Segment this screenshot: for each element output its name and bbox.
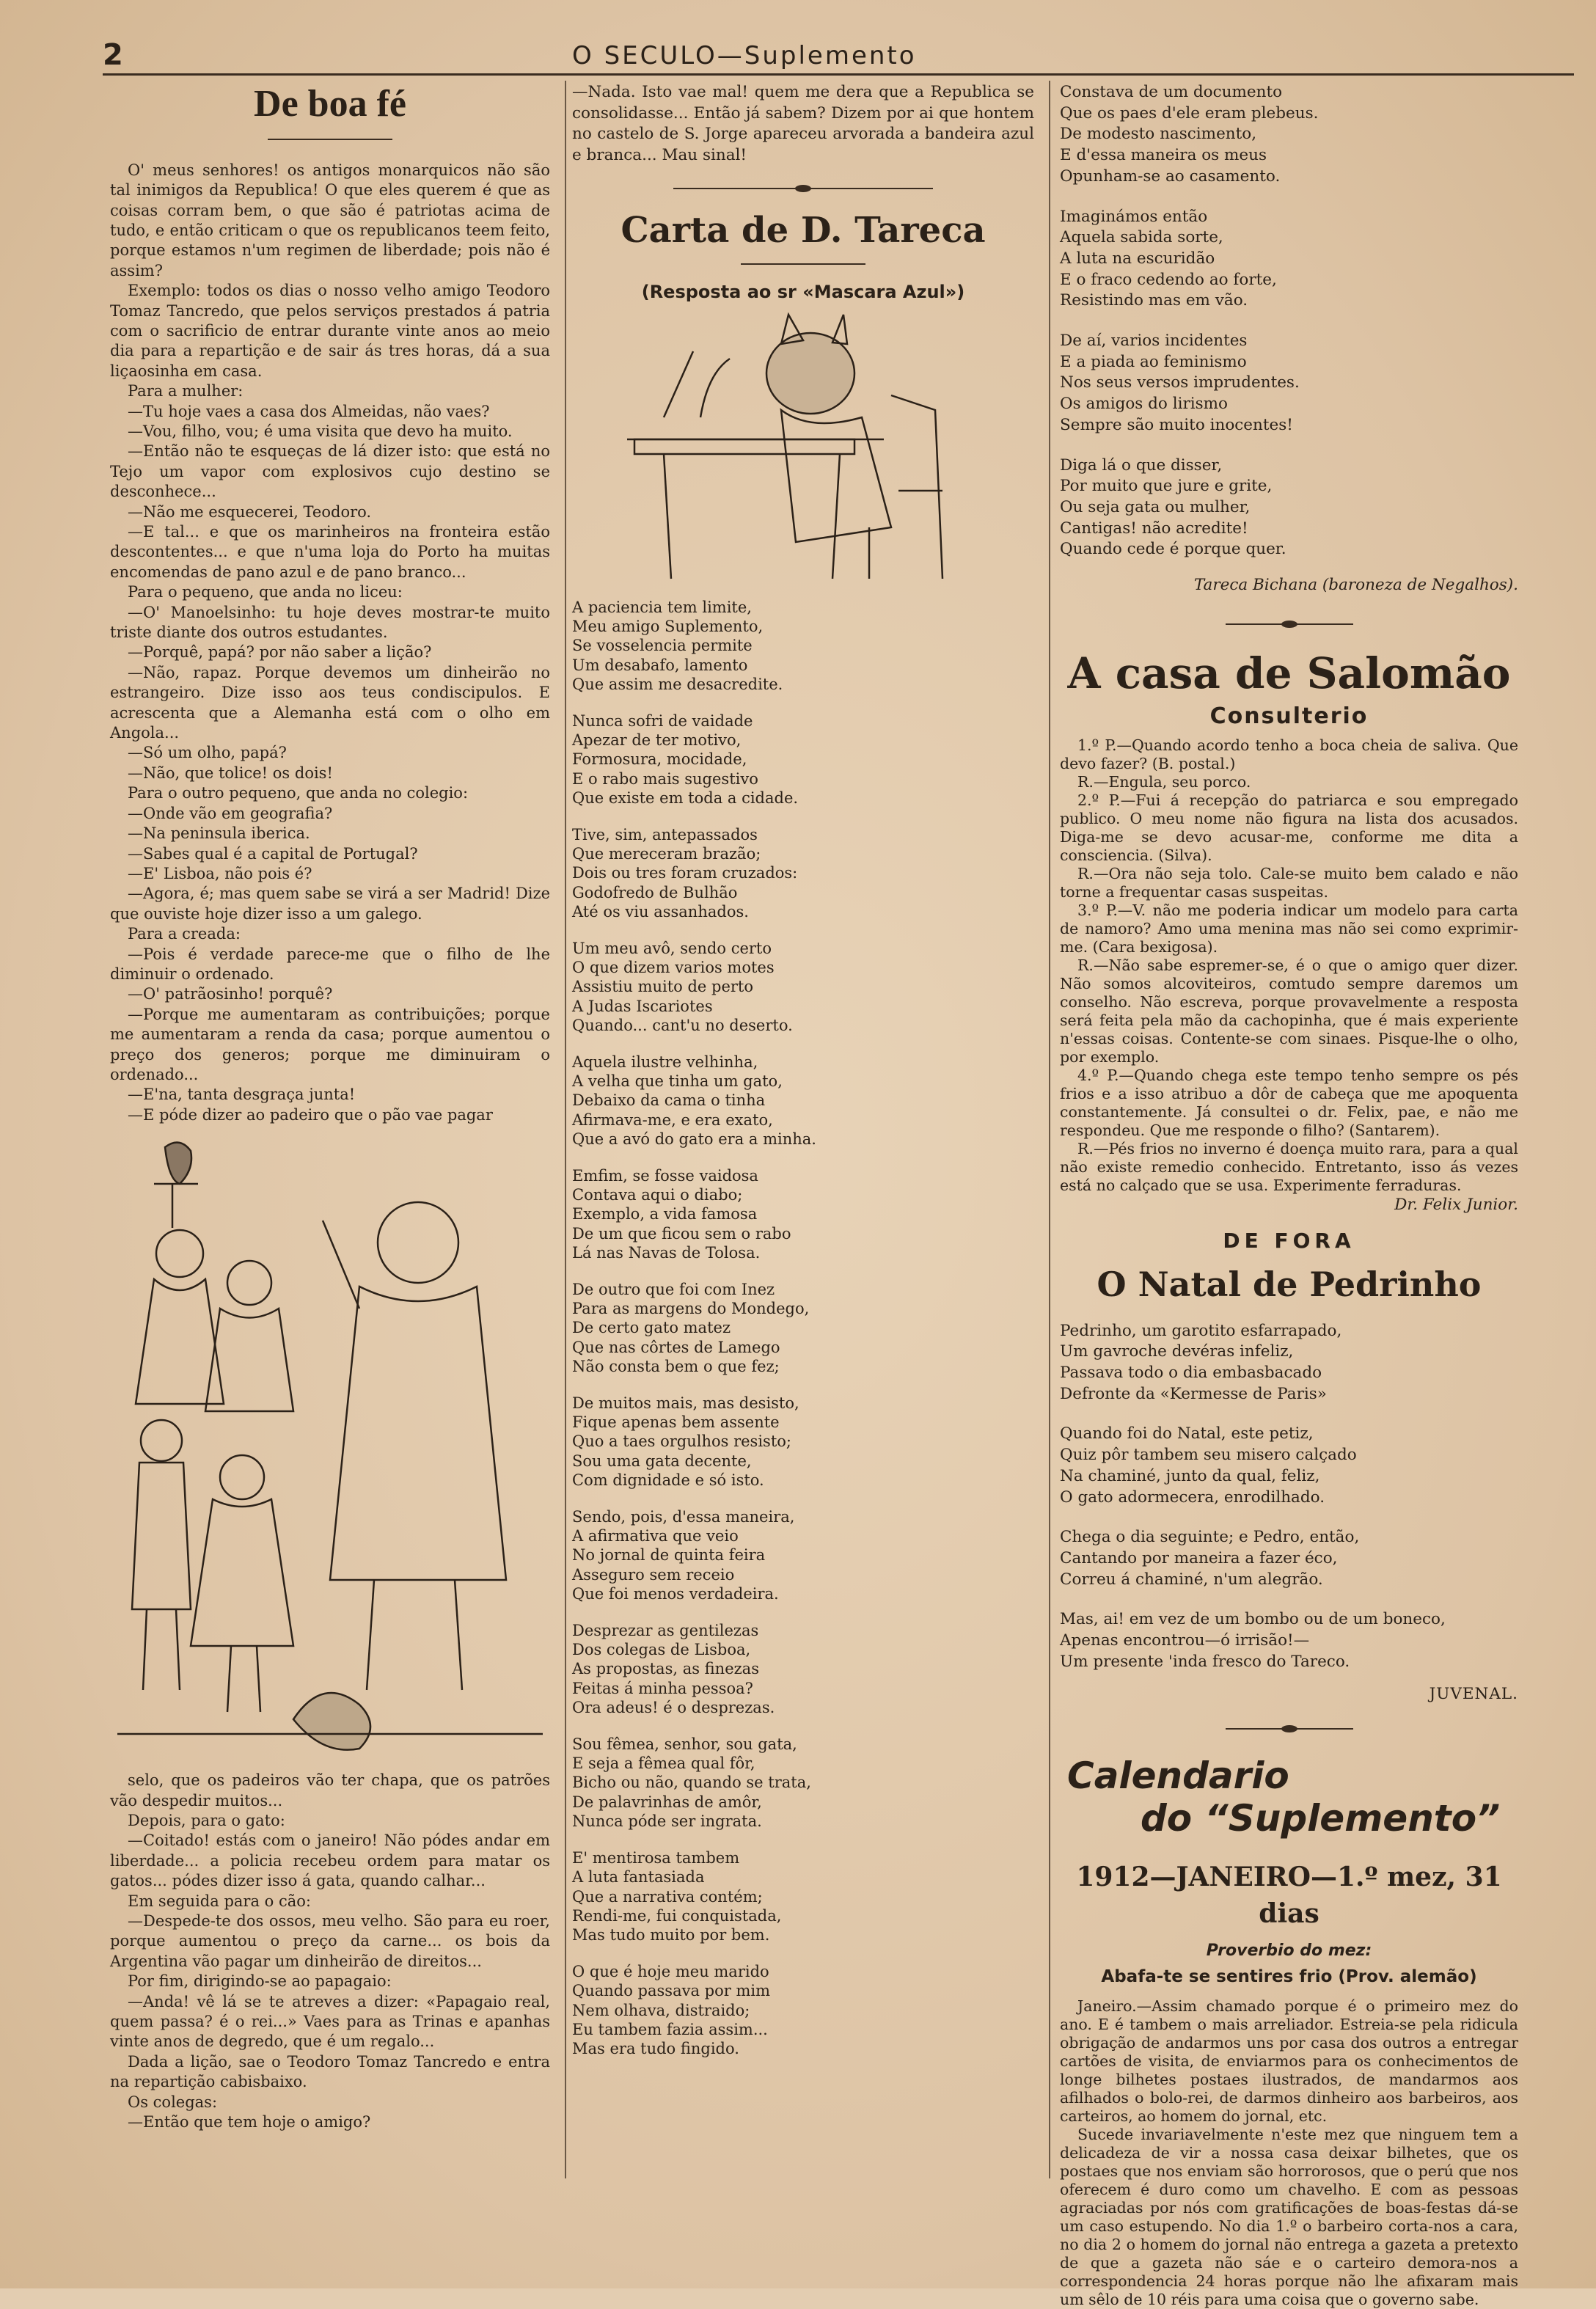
verse-line: Constava de um documento [1060,83,1283,101]
verse-line: Aquela ilustre velhinha, [572,1053,758,1071]
stanza [1060,82,1518,188]
verse-line: E o rabo mais sugestivo [572,769,758,788]
stanza [572,1962,1034,2058]
paragraph: —Coitado! estás com o janeiro! Não pódes andar em liberdade... a policia recebeu ordem para matar os gatos... pódes dizer isso á gata, quando calhar... [110,1832,550,1890]
verse-line: Até os viu assanhados. [572,902,749,921]
verse-line: De modesto nascimento, [1060,125,1257,144]
paragraph: selo, que os padeiros vão ter chapa, que os patrões vão despedir muitos... [110,1771,550,1809]
verse-line: A afirmativa que veio [572,1527,739,1545]
verse-line: Que mereceram brazão; [572,845,761,863]
verse-line: Ora adeus! é o desprezas. [572,1698,775,1716]
verse-line: De muitos mais, mas desisto, [572,1394,799,1413]
verse-line: Cantigas! não acredite! [1060,519,1248,538]
paragraph: Para o outro pequeno, que anda no colegio: [128,784,469,802]
title-rule [110,129,550,150]
poem-title-natal: O Natal de Pedrinho [1097,1264,1482,1304]
stanza [1060,1321,1518,1405]
stanza [572,1166,1034,1262]
verse-line: Quando... cant'u no deserto. [572,1016,793,1034]
verse-line: Exemplo, a vida famosa [572,1205,758,1223]
verse-line: Que a avó do gato era a minha. [572,1130,816,1148]
paragraph: Para a mulher: [128,382,244,400]
article-continuation: —Nada. Isto vae mal! quem me dera que a Republica se consolidasse... Então já sabem? Dizem por ai que hontem no castelo de S. Jorge apareceu arvorada a bandeira azul e branca... Mau sinal! [572,83,1034,165]
paragraph: —Só um olho, papá? [128,744,287,762]
consultorio-qa [1060,736,1518,1195]
column-2 [572,82,1034,2076]
verse-line: Para as margens do Mondego, [572,1300,810,1318]
stanza [1060,1424,1518,1508]
verse-line: Pedrinho, um garotito esfarrapado, [1060,1321,1342,1340]
verse-line: E d'essa maneira os meus [1060,146,1267,165]
verse-line: Desprezar as gentilezas [572,1622,759,1640]
section-rule [572,178,1034,200]
verse-line: Nunca póde ser ingrata. [572,1812,762,1830]
verse-line: Meu amigo Suplemento, [572,618,764,636]
qa-item: R.—Engula, seu porco. [1077,773,1251,791]
verse-line: Que a narrativa contém; [572,1887,763,1906]
stanza [572,825,1034,921]
verse-line: Resistindo mas em vão. [1060,291,1248,310]
paragraph: —O' patrãosinho! porquê? [128,985,333,1003]
verse-line: Nem olhava, distraido; [572,2001,750,2019]
article-body [110,161,550,1126]
verse-line: Um presente 'inda fresco do Tareco. [1060,1652,1350,1671]
paragraph: —O' Manoelsinho: tu hoje deves mostrar-te muito triste diante dos outros estudantes. [110,603,550,642]
proverbio-label: Proverbio do mez: [1206,1941,1372,1960]
poem-natal-signature: JUVENAL. [1429,1685,1518,1704]
verse-line: Imaginámos então [1060,207,1208,226]
stanza [572,1735,1034,1831]
illustration-cat-writing [620,307,986,586]
verse-line: Debaixo da cama o tinha [572,1091,766,1110]
calendario-title-line1: Calendario [1067,1754,1289,1797]
paragraph: —Pois é verdade parece-me que o filho de lhe diminuir o ordenado. [110,945,550,983]
stanza [572,1848,1034,1944]
paragraph: —Tu hoje vaes a casa dos Almeidas, não vaes? [128,402,490,420]
verse-line: Sou fêmea, senhor, sou gata, [572,1735,797,1754]
verse-line: Que nas côrtes de Lamego [572,1338,780,1356]
verse-line: O que é hoje meu marido [572,1963,769,1981]
verse-line: No jornal de quinta feira [572,1546,766,1565]
verse-line: De certo gato matez [572,1319,731,1337]
verse-line: Aquela sabida sorte, [1060,228,1223,247]
verse-line: Que existe em toda a cidade. [572,788,799,807]
poem-natal [1060,1321,1518,1673]
paragraph: Para a creada: [128,925,241,943]
column-divider-1 [565,81,566,2178]
cat-writing-illustration [620,307,986,586]
paragraph: Os colegas: [128,2093,218,2111]
paragraph: Depois, para o gato: [128,1812,285,1830]
verse-line: O gato adormecera, enrodilhado. [1060,1488,1325,1507]
poem-carta-continued [1060,82,1518,560]
paragraph: O' meus senhores! os antigos monarquicos não são tal inimigos da Republica! O que eles querem é que as coisas corram bem, o que são é patriotas acima de tudo, e então criticam o que os republicanos teem feito, porque estamos n'um regimen de liberdade; pois não é assim? [110,161,550,279]
qa-item: R.—Ora não seja tolo. Cale-se muito bem calado e não torne a frequentar casas suspeitas. [1060,865,1518,901]
verse-line: Rendi-me, fui conquistada, [572,1906,782,1925]
verse-line: De aí, varios incidentes [1060,332,1248,351]
paragraph: —Não, rapaz. Porque devemos um dinheirão no estrangeiro. Dize isso aos teus condiscipulos. E acrescenta que a Alemanha está com o olho em Angola... [110,663,550,742]
proverbio-text: Abafa-te se sentires frio (Prov. alemão) [1101,1966,1477,1986]
verse-line: Os amigos do lirismo [1060,395,1228,414]
verse-line: Nos seus versos imprudentes. [1060,373,1300,392]
verse-line: Godofredo de Bulhão [572,883,738,901]
paragraph: Sucede invariavelmente n'este mez que ninguem tem a delicadeza de vir a nossa casa deixar bilhetes, que os postaes que nos enviam são horrorosos, que o perú que nos oferecem é duro como um chavelho. E com as pessoas agraciadas por nós com gratificações de boas-festas dá-se um caso estupendo. No dia 1.º o barbeiro corta-nos a cara, no dia 2 o homem do jornal não entrega a gazeta a pretexto de que a gazeta não sáe e o carteiro demora-nos a correspondencia 24 horas porque não lhe afixaram mais um sêlo de 10 réis para uma coisa que o governo sabe. [1060,2126,1518,2309]
verse-line: O que dizem varios motes [572,959,775,977]
verse-line: Um gavroche devéras infeliz, [1060,1342,1294,1361]
running-title: O SECULO—Suplemento [572,41,917,70]
page-header [103,38,1567,76]
verse-line: A luta fantasiada [572,1868,705,1887]
verse-line: Formosura, mocidade, [572,750,747,769]
qa-item: R.—Pés frios no inverno é doença muito rara, para a qual não existe remedio conhecido. Entretanto, isso ás vezes está no calçado que se usa. Experimente ferraduras. [1060,1140,1518,1195]
verse-line: Na chaminé, junto da qual, feliz, [1060,1466,1320,1485]
column-divider-2 [1049,81,1050,2178]
column-3 [1060,82,1518,2309]
verse-line: A Judas Iscariotes [572,997,713,1015]
verse-line: Bicho ou não, quando se trata, [572,1774,811,1792]
paragraph: —Porque me aumentaram as contribuições; porque me aumentaram a renda da casa; porque aumentou o preço dos generos; porque me diminuiram o ordenado... [110,1005,550,1083]
verse-line: Com dignidade e só isto. [572,1471,764,1489]
family-illustration [110,1132,550,1763]
verse-line: Por muito que jure e grite, [1060,477,1273,496]
verse-line: Diga lá o que disser, [1060,455,1223,475]
verse-line: Tive, sim, antepassados [572,825,758,844]
stanza [1060,1527,1518,1590]
paragraph: —Agora, é; mas quem sabe se virá a ser Madrid! Dize que ouviste hoje dizer isso a um galego. [110,885,550,923]
illustration-family-scene [110,1132,550,1763]
section-title-salomao: A casa de Salomão [1067,648,1511,699]
verse-line: De um que ficou sem o rabo [572,1224,791,1243]
paragraph: —E póde dizer ao padeiro que o pão vae pagar [128,1105,493,1124]
consultorio-signature: Dr. Felix Junior. [1394,1196,1518,1215]
calendario-title-line2: do “Suplemento” [1141,1796,1501,1840]
verse-line: Apenas encontrou—ó irrisão!— [1060,1631,1310,1650]
verse-line: Sempre são muito inocentes! [1060,415,1293,434]
paragraph: —Porquê, papá? por não saber a lição? [128,643,432,662]
verse-line: Correu á chaminé, n'um alegrão. [1060,1570,1323,1589]
verse-line: Dois ou tres foram cruzados: [572,864,798,882]
stanza [572,1507,1034,1603]
paragraph: —E'na, tanta desgraça junta! [128,1086,356,1104]
verse-line: Opunham-se ao casamento. [1060,167,1281,186]
verse-line: Ou seja gata ou mulher, [1060,497,1251,516]
section-label-defora: DE FORA [1223,1228,1355,1253]
paragraph: Janeiro.—Assim chamado porque é o primeiro mez do ano. E é tambem o mais arreliador. Estreia-se pela ridicula obrigação de andarmos uns por casa dos outros a entregar cartões de visita, de enviarmos para os conhecimentos de longe bilhetes postaes ilustrados, de mandarmos aos afilhados o bolo-rei, de darmos dinheiro aos barbeiros, aos carteiros, ao homem do jornal, etc. [1060,1997,1518,2126]
paragraph: —Onde vão em geografia? [128,804,333,822]
stanza [572,1280,1034,1376]
poem-signature: Tareca Bichana (baroneza de Negalhos). [1193,576,1518,595]
verse-line: E o fraco cedendo ao forte, [1060,270,1277,289]
qa-item: 1.º P.—Quando acordo tenho a boca cheia de saliva. Que devo fazer? (B. postal.) [1060,736,1518,773]
stanza [572,1394,1034,1490]
verse-line: Sou uma gata decente, [572,1452,752,1470]
paragraph: —Não me esquecerei, Teodoro. [128,502,372,521]
paragraph: —Então não te esqueças de lá dizer isto: que está no Tejo um vapor com explosivos cujo destino se desconhece... [110,442,550,501]
verse-line: Sendo, pois, d'essa maneira, [572,1508,795,1526]
column-1 [110,82,550,2133]
paragraph: —Sabes qual é a capital de Portugal? [128,844,418,863]
paragraph: —Na peninsula iberica. [128,824,310,843]
article-title-de-boa-fe: De boa fé [254,83,406,125]
paragraph: —E' Lisboa, não pois é? [128,864,312,882]
verse-line: Chega o dia seguinte; e Pedro, então, [1060,1528,1360,1547]
verse-line: Fique apenas bem assente [572,1413,780,1432]
verse-line: Que foi menos verdadeira. [572,1584,779,1603]
verse-line: A paciencia tem limite, [572,598,752,616]
qa-item: 2.º P.—Fui á recepção do patriarca e sou empregado publico. O meu nome não figura na lista dos acusados. Diga-me se devo acusar-me, conforme me dita a consciencia. (Silva). [1060,791,1518,865]
verse-line: E' mentirosa tambem [572,1849,740,1867]
stanza [1060,331,1518,436]
poem-carta [572,598,1034,2058]
verse-line: Emfim, se fosse vaidosa [572,1167,758,1185]
verse-line: Quiz pôr tambem seu misero calçado [1060,1446,1357,1465]
verse-line: E a piada ao feminismo [1060,352,1247,371]
verse-line: Mas era tudo fingido. [572,2039,739,2057]
stanza [572,598,1034,694]
verse-line: As propostas, as finezas [572,1660,759,1678]
stanza [572,1621,1034,1717]
qa-item: R.—Não sabe espremer-se, é o que o amigo quer dizer. Não somos alcoviteiros, comtudo sempre daremos um conselho. Não escreva, porque provavelmente a resposta será feita pela mão da cachopinha, que é mais experiente n'essas coisas. Contente-se com sinaes. Pisque-lhe o olho, por exemplo. [1060,956,1518,1066]
verse-line: Feitas á minha pessoa? [572,1679,753,1697]
paragraph: Em seguida para o cão: [128,1892,311,1910]
verse-line: Quo a taes orgulhos resisto; [572,1432,791,1451]
qa-item: 4.º P.—Quando chega este tempo tenho sempre os pés frios e a isso atribuo a dôr de cabeça que me apoquenta constantemente. Já consultei o dr. Felix, pae, e não me respondeu. Que me responde o filho? (Santarem). [1060,1066,1518,1140]
verse-line: Cantando por maneira a fazer éco, [1060,1548,1338,1567]
stanza [572,711,1034,808]
verse-line: Se vosselencia permite [572,637,753,655]
section-rule-3 [1060,1719,1518,1740]
verse-line: Um meu avô, sendo certo [572,939,772,957]
verse-line: Quando cede é porque quer. [1060,540,1286,559]
verse-line: Contava aqui o diabo; [572,1186,743,1204]
paragraph: Por fim, dirigindo-se ao papagaio: [128,1972,392,1991]
paragraph: —Anda! vê lá se te atreves a dizer: «Papagaio real, quem passa? é o rei...» Vaes para as Trinas e apanhas vinte anos de degredo, que é um regalo... [110,1992,550,2051]
paragraph: —Então que tem hoje o amigo? [128,2113,371,2131]
verse-line: A luta na escuridão [1060,249,1215,268]
verse-line: Que assim me desacredite. [572,675,783,693]
verse-line: Quando foi do Natal, este petiz, [1060,1424,1314,1443]
verse-line: Eu tambem fazia assim... [572,2020,768,2038]
verse-line: De palavrinhas de amôr, [572,1793,762,1811]
verse-line: Mas, ai! em vez de um bombo ou de um boneco, [1060,1610,1446,1629]
verse-line: Mas tudo muito por bem. [572,1925,770,1944]
stanza [1060,207,1518,312]
verse-line: Que os paes d'ele eram plebeus. [1060,103,1319,122]
article-subtitle: (Resposta ao sr «Mascara Azul») [641,282,965,303]
paragraph: Dada a lição, sae o Teodoro Tomaz Tancredo e entra na repartição cabisbaixo. [110,2052,550,2091]
section-rule-2 [1060,614,1518,635]
stanza [1060,455,1518,561]
paragraph: —Não, que tolice! os dois! [128,764,333,782]
calendario-body [1060,1997,1518,2309]
verse-line: Um desabafo, lamento [572,656,748,674]
stanza [1060,1609,1518,1672]
page-number: 2 [103,38,123,72]
stanza [572,939,1034,1035]
verse-line: Assistiu muito de perto [572,978,754,996]
verse-line: Não consta bem o que fez; [572,1357,780,1375]
paragraph: Para o pequeno, que anda no liceu: [128,583,403,601]
qa-item: 3.º P.—V. não me poderia indicar um modelo para carta de namoro? Amo uma menina mas não sei como exprimir-me. (Cara bexigosa). [1060,901,1518,956]
verse-line: De outro que foi com Inez [572,1281,775,1299]
article-body-continued [110,1771,550,2132]
verse-line: Asseguro sem receio [572,1565,735,1584]
verse-line: Defronte da «Kermesse de Paris» [1060,1384,1327,1403]
article-title-carta: Carta de D. Tareca [621,209,986,251]
title-rule-2 [572,254,1034,275]
section-subtitle-consultorio: Consulterio [1209,703,1369,730]
verse-line: Quando passava por mim [572,1982,770,2000]
header-rule [103,73,1574,76]
calendario-month-heading: 1912—JANEIRO—1.º mez, 31 dias [1076,1861,1502,1929]
verse-line: Afirmava-me, e era exato, [572,1110,773,1129]
verse-line: A velha que tinha um gato, [572,1072,783,1091]
paragraph: —Vou, filho, vou; é uma visita que devo ha muito. [128,422,513,440]
verse-line: Nunca sofri de vaidade [572,711,753,730]
verse-line: Dos colegas de Lisboa, [572,1641,751,1659]
verse-line: Lá nas Navas de Tolosa. [572,1243,761,1262]
paragraph: —Despede-te dos ossos, meu velho. São para eu roer, porque aumentou o preço da carne... os bois da Argentina vão pagar um dinheirão de direitos... [110,1912,550,1970]
verse-line: Apezar de ter motivo, [572,731,742,750]
verse-line: Passava todo o dia embasbacado [1060,1363,1322,1382]
stanza [572,1053,1034,1149]
verse-line: E seja a fêmea qual fôr, [572,1754,755,1773]
paragraph: —E tal... e que os marinheiros na fronteira estão descontentes... e que n'uma loja do Porto ha muitas encomendas de pano azul e de pano branco... [110,523,550,581]
paragraph: Exemplo: todos os dias o nosso velho amigo Teodoro Tomaz Tancredo, que pelos serviços prestados á patria com o sacrificio de entrar durante vinte anos ao meio dia para a repartição e de sair ás tres horas, dá a sua liçaosinha em casa. [110,282,550,380]
